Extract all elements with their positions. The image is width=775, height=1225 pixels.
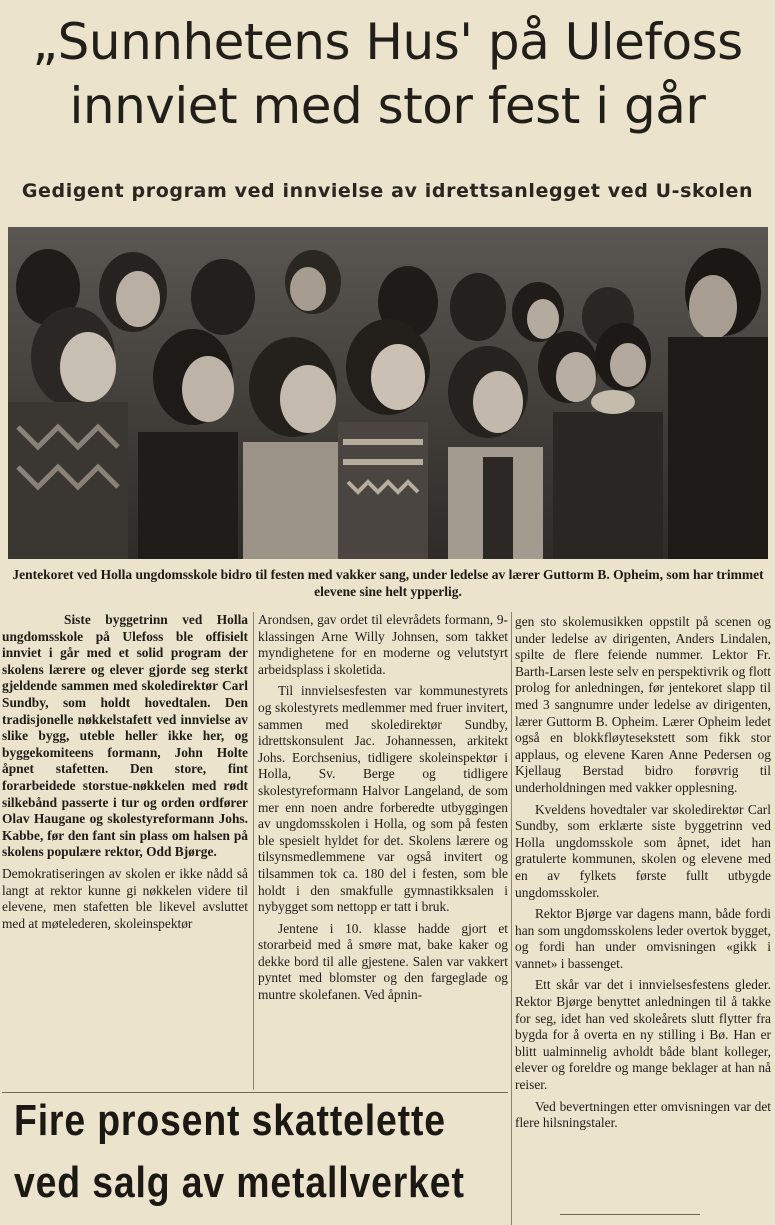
article-end-rule bbox=[560, 1214, 700, 1215]
next-headline-line-1: Fire prosent skattelette bbox=[14, 1096, 446, 1145]
headline-line-2: innviet med stor fest i går bbox=[69, 77, 706, 135]
article-paragraph: Arondsen, gav ordet til elevrådets formann, 9-klassingen Arne Willy Johnsen, som takket myndighetene for en moderne og velutstyrt arbeidsplass i skoletida. bbox=[258, 612, 508, 677]
article-column-3 bbox=[515, 614, 771, 1132]
choir-photo bbox=[8, 227, 768, 559]
article-paragraph: Jentene i 10. klasse hadde gjort et storarbeid med å smøre mat, bake kaker og dekke bord til alle gjestene. Salen var vakkert pyntet med blomster og den fargeglade og muntre skolefanen. Ved åpnin- bbox=[258, 920, 508, 1003]
article-paragraph: Kveldens hovedtaler var skoledirektør Carl Sundby, som erklærte siste byggetrinn ved Holla ungdomsskole som åpnet, idet han gratulerte kommunen, skolen og elevene med en av fylkets første fullt utbygde ungdomsskoler. bbox=[515, 801, 771, 900]
article-paragraph: gen sto skolemusikken oppstilt på scenen og under ledelse av dirigenten, Anders Lindalen, spilte de flere feiende nummer. Lektor Fr. Barth-Larsen leste selv en perspektivrik og flott prolog for anledningen, før jentekoret slapp til med 3 sangnumre under ledelse av dirigenten, lærer Guttorm B. Opheim. Lærer Opheim ledet også en blokkfløytesekstett som fikk stor applaus, og elevene Karen Anne Pedersen og Kjellaug Berstad bidro forøvrig til underholdningen med vakker opplesning. bbox=[515, 614, 771, 795]
article-paragraph: Til innvielsesfesten var kommunestyrets og skolestyrets medlemmer med fruer invitert, sammen med skoledirektør Sundby, idrettskonsulent Jac. Johannessen, arkitekt Johs. Eorchsenius, tidligere skoleinspektør i Holla, Sv. Berge og tidligere skolestyreformann Halvor Langeland, de som mer enn noen andre forberedte utbyggingen av ungdomsskolen i Holla, og som på festen ble spesielt hyldet for det. Skolens lærere og tilsynsmedlemmene var også invitert og tilsammen tok ca. 180 del i festen, som ble holdt i den smakfulle gymnastikksalen i nybygget som nettopp er tatt i bruk. bbox=[258, 683, 508, 915]
article-paragraph: Ett skår var det i innvielsesfestens gleder. Rektor Bjørge benyttet anledningen til å takke for seg, idet han ved skoleårets slutt flytter fra bygda for å overta en ny stilling i Bø. Han er blitt ualminnelig avholdt både blant kolleger, elever og foreldre og mange beklager at han nå reiser. bbox=[515, 977, 771, 1093]
article-paragraph: Demokratiseringen av skolen er ikke nådd så langt at rektor kunne gi nøkkelen videre til elevene, men stafetten ble likevel avsluttet med at møtelederen, skoleinspektør bbox=[2, 865, 248, 931]
column-divider bbox=[511, 612, 512, 1225]
main-headline bbox=[0, 10, 775, 138]
subheadline: Gedigent program ved innvielse av idrettsanlegget ved U-skolen bbox=[21, 180, 754, 202]
next-article-headline bbox=[14, 1090, 465, 1214]
article-lead: Siste byggetrinn ved Holla ungdomsskole på Ulefoss ble offisielt innviet i går med et solid program der skolens lærere og elever gjorde seg sterkt gjeldende sammen med skoledirektør Carl Sundby, som holdt hovedtalen. Den tradisjonelle nøkkelstafett ved innvielse av slike bygg, uteble heller ikke her, og byggekomiteens formann, John Holte åpnet stafetten. Den store, fint forarbeidede storstue-nøkkelen med rødt silkebånd passerte i tur og orden ordfører Olav Haugane og skolestyreformann Johs. Kabbe, før den fant sin plass om halsen på skolens populære rektor, Odd Bjørge. bbox=[2, 612, 248, 860]
article-column-1 bbox=[2, 612, 248, 932]
article-paragraph: Ved bevertningen etter omvisningen var det flere hilsningstaler. bbox=[515, 1098, 771, 1131]
column-divider bbox=[253, 612, 254, 1090]
article-column-2 bbox=[258, 612, 508, 1004]
photo-caption: Jentekoret ved Holla ungdomsskole bidro til festen med vakker sang, under ledelse av lærer Guttorm B. Opheim, som har trimmet elevene sine helt ypperlig. bbox=[12, 567, 764, 599]
next-headline-line-2: ved salg av metallverket bbox=[14, 1158, 465, 1207]
article-paragraph: Rektor Bjørge var dagens mann, både fordi han som ungdomsskolens leder overtok bygget, og fordi han under omvisningen «gikk i vannet» i bassenget. bbox=[515, 906, 771, 971]
headline-line-1: „Sunnhetens Hus' på Ulefoss bbox=[32, 13, 743, 71]
